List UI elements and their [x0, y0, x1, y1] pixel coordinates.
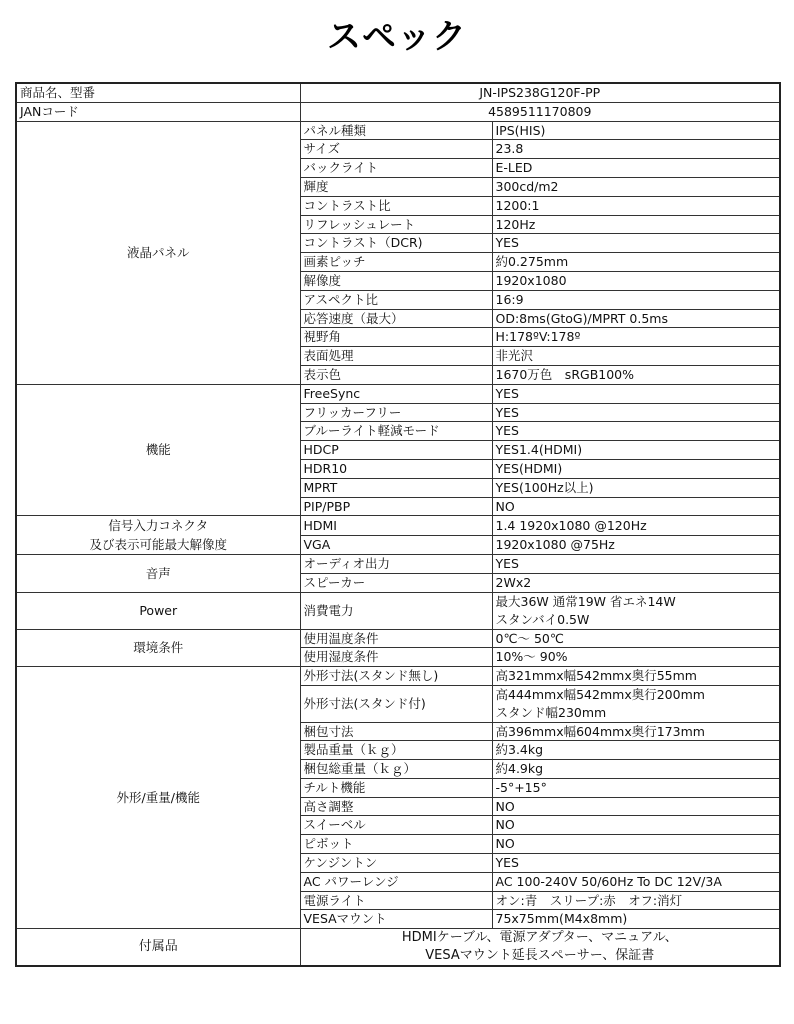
- group-label-environment: 環境条件: [16, 629, 300, 667]
- spec-key: 視野角: [300, 328, 492, 347]
- spec-key: パネル種類: [300, 121, 492, 140]
- spec-key: HDCP: [300, 441, 492, 460]
- table-row-accessories: [16, 929, 780, 966]
- group-label-line: 信号入力コネクタ: [108, 518, 209, 534]
- spec-value: YES(100Hz以上): [492, 478, 780, 497]
- spec-key: 解像度: [300, 271, 492, 290]
- spec-key: AC パワーレンジ: [300, 872, 492, 891]
- row-value: JN-IPS238G120F-PP: [300, 83, 780, 102]
- spec-key: オーディオ出力: [300, 555, 492, 574]
- spec-key: 画素ピッチ: [300, 253, 492, 272]
- group-label-audio: 音声: [16, 555, 300, 593]
- spec-value: IPS(HIS): [492, 121, 780, 140]
- table-row: [16, 516, 780, 536]
- spec-key: MPRT: [300, 478, 492, 497]
- spec-key: 高さ調整: [300, 797, 492, 816]
- spec-key: 表面処理: [300, 347, 492, 366]
- group-label-signal: [16, 516, 300, 555]
- spec-value: 高396mmx幅604mmx奥行173mm: [492, 722, 780, 741]
- spec-value: 1670万色 sRGB100%: [492, 365, 780, 384]
- spec-key: HDMI: [300, 516, 492, 536]
- spec-key: 梱包総重量（ｋｇ）: [300, 760, 492, 779]
- spec-key: 外形寸法(スタンド無し): [300, 667, 492, 686]
- table-row: [16, 384, 780, 403]
- spec-value-line: スタンド幅230mm: [495, 704, 607, 720]
- group-label-line: 及び表示可能最大解像度: [89, 537, 227, 553]
- spec-key: サイズ: [300, 140, 492, 159]
- spec-value: H:178ºV:178º: [492, 328, 780, 347]
- spec-key: 電源ライト: [300, 891, 492, 910]
- spec-key: コントラスト（DCR): [300, 234, 492, 253]
- spec-value: YES: [492, 854, 780, 873]
- spec-key: アスペクト比: [300, 290, 492, 309]
- group-label-power: Power: [16, 592, 300, 629]
- spec-value: YES: [492, 422, 780, 441]
- spec-value: YES: [492, 403, 780, 422]
- spec-key: 輝度: [300, 177, 492, 196]
- spec-key: 表示色: [300, 365, 492, 384]
- table-row-product-name: [16, 83, 780, 102]
- spec-value: 75x75mm(M4x8mm): [492, 910, 780, 929]
- spec-table: [15, 82, 781, 967]
- spec-key: 使用温度条件: [300, 629, 492, 648]
- row-value: 4589511170809: [300, 102, 780, 121]
- table-row: [16, 667, 780, 686]
- spec-key: コントラスト比: [300, 196, 492, 215]
- spec-value: 16:9: [492, 290, 780, 309]
- table-row: [16, 629, 780, 648]
- spec-value-line: 最大36W 通常19W 省エネ14W: [495, 593, 676, 609]
- spec-value: 120Hz: [492, 215, 780, 234]
- spec-value-line: 高444mmx幅542mmx奥行200mm: [495, 686, 705, 702]
- spec-value: 約3.4kg: [492, 741, 780, 760]
- spec-key: FreeSync: [300, 384, 492, 403]
- spec-value: NO: [492, 497, 780, 516]
- accessories-line: HDMIケーブル、電源アダプター、マニュアル、: [401, 930, 678, 946]
- group-label-panel: 液晶パネル: [16, 121, 300, 384]
- spec-value: 2Wx2: [492, 574, 780, 593]
- spec-value: 10%～ 90%: [492, 648, 780, 667]
- spec-value-line: スタンバイ0.5W: [495, 611, 590, 627]
- accessories-line: VESAマウント延長スペーサー、保証書: [425, 948, 655, 964]
- spec-key: ブルーライト軽減モード: [300, 422, 492, 441]
- spec-value: NO: [492, 797, 780, 816]
- accessories-value: [300, 929, 780, 966]
- spec-key: HDR10: [300, 459, 492, 478]
- spec-value: -5°+15°: [492, 778, 780, 797]
- spec-key: 応答速度（最大）: [300, 309, 492, 328]
- page-title: スペック: [327, 17, 467, 57]
- spec-key: 製品重量（ｋｇ）: [300, 741, 492, 760]
- spec-key: スピーカー: [300, 574, 492, 593]
- spec-key: ピボット: [300, 835, 492, 854]
- spec-key: リフレッシュレート: [300, 215, 492, 234]
- row-label: 商品名、型番: [16, 83, 300, 102]
- spec-value: オン:青 スリープ:赤 オフ:消灯: [492, 891, 780, 910]
- spec-value: [492, 685, 780, 722]
- spec-key: PIP/PBP: [300, 497, 492, 516]
- spec-key: フリッカーフリー: [300, 403, 492, 422]
- table-row: [16, 121, 780, 140]
- group-label-accessories: 付属品: [16, 929, 300, 966]
- spec-key: バックライト: [300, 159, 492, 178]
- spec-value: YES: [492, 555, 780, 574]
- spec-key: 梱包寸法: [300, 722, 492, 741]
- spec-value: 1920x1080 @75Hz: [492, 535, 780, 555]
- spec-value: 約4.9kg: [492, 760, 780, 779]
- table-row: [16, 555, 780, 574]
- spec-key: チルト機能: [300, 778, 492, 797]
- spec-value: YES: [492, 384, 780, 403]
- spec-key: スイーベル: [300, 816, 492, 835]
- spec-value: YES1.4(HDMI): [492, 441, 780, 460]
- spec-value: YES(HDMI): [492, 459, 780, 478]
- spec-value: NO: [492, 816, 780, 835]
- spec-value: 高321mmx幅542mmx奥行55mm: [492, 667, 780, 686]
- spec-value: OD:8ms(GtoG)/MPRT 0.5ms: [492, 309, 780, 328]
- table-row: [16, 592, 780, 629]
- group-label-physical: 外形/重量/機能: [16, 667, 300, 929]
- spec-value: 非光沢: [492, 347, 780, 366]
- spec-key: 使用湿度条件: [300, 648, 492, 667]
- spec-value: 300cd/m2: [492, 177, 780, 196]
- spec-value: 23.8: [492, 140, 780, 159]
- spec-value: 1.4 1920x1080 @120Hz: [492, 516, 780, 536]
- row-label: JANコード: [16, 102, 300, 121]
- spec-value: E-LED: [492, 159, 780, 178]
- spec-value: 1920x1080: [492, 271, 780, 290]
- table-row-jan-code: [16, 102, 780, 121]
- spec-key: ケンジントン: [300, 854, 492, 873]
- spec-value: NO: [492, 835, 780, 854]
- spec-value: 1200:1: [492, 196, 780, 215]
- spec-key: VGA: [300, 535, 492, 555]
- group-label-features: 機能: [16, 384, 300, 516]
- spec-key: 消費電力: [300, 592, 492, 629]
- spec-value: AC 100-240V 50/60Hz To DC 12V/3A: [492, 872, 780, 891]
- spec-value: YES: [492, 234, 780, 253]
- spec-value: [492, 592, 780, 629]
- spec-value: 0℃～ 50℃: [492, 629, 780, 648]
- spec-key: 外形寸法(スタンド付): [300, 685, 492, 722]
- spec-value: 約0.275mm: [492, 253, 780, 272]
- spec-key: VESAマウント: [300, 910, 492, 929]
